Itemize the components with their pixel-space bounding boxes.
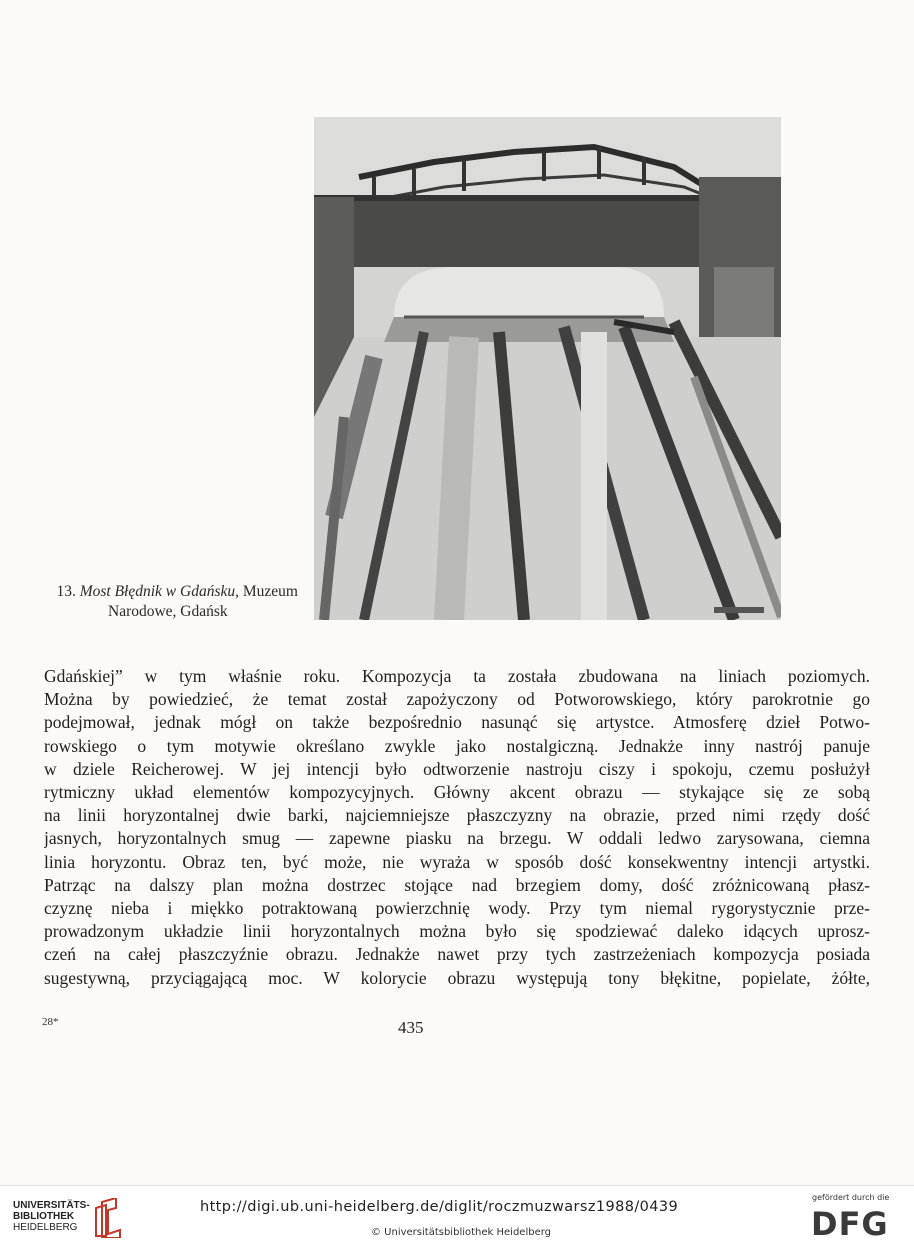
text-line: czeń na całej płaszczyźnie obrazu. Jednakże nawet przy tych zastrzeżeniach kompozycja posiada: [44, 944, 870, 965]
caption-museum: Muzeum: [242, 583, 298, 600]
dfg-logo[interactable]: DFG: [811, 1205, 889, 1243]
page-number: 435: [398, 1018, 424, 1037]
text-line: prowadzonym układzie linii horyzontalnych można było się spodziewać daleko idących uprosz-: [44, 921, 870, 942]
permalink-url[interactable]: http://digi.ub.uni-heidelberg.de/diglit/roczmuzwarsz1988/0439: [200, 1199, 679, 1215]
ub-line-1: UNIVERSITÄTS-: [13, 1200, 90, 1211]
library-footer: [0, 1185, 914, 1253]
text-line: na linii horyzontalnej dwie barki, najciemniejsze płaszczyzny na obrazie, przed nimi rzędy dość: [44, 805, 870, 826]
text-line: linia horyzontu. Obraz ten, być może, nie wyraża w sposób dość konsekwentny intencji artystki.: [44, 851, 870, 872]
body-paragraph: [44, 665, 870, 990]
copyright-notice: © Universitätsbibliothek Heidelberg: [371, 1227, 552, 1238]
figure-caption: [36, 582, 298, 622]
ub-line-2: BIBLIOTHEK: [13, 1211, 75, 1222]
text-line: czyznę nieba i miękko potraktowaną powierzchnię wody. Przy tym niemal rygorystycznie prze-: [44, 898, 870, 919]
caption-title: Most Błędnik w Gdańsku,: [79, 583, 240, 600]
text-line: Patrząc na dalszy plan można dostrzec stojące nad brzegiem domy, dość zróżnicowaną płasz-: [44, 874, 870, 895]
bridge-painting-image: [314, 117, 781, 620]
text-line: Można by powiedzieć, że temat został zapożyczony od Potworowskiego, który parokrotnie go: [44, 689, 870, 710]
text-line: podejmował, jednak mógł on także bezpośrednio nasunąć się artystce. Atmosferę dzieł Potwo-: [44, 712, 870, 733]
signature-mark: 28*: [42, 1016, 59, 1028]
text-line: jasnych, horyzontalnych smug — zapewne piasku na brzegu. W oddali ledwo zarysowana, ciemna: [44, 828, 870, 849]
text-line: rytmiczny układ elementów kompozycyjnych. Główny akcent obrazu — stykające się ze sobą: [44, 782, 870, 803]
text-line: w dziele Reicherowej. W jej intencji było odtworzenie nastroju ciszy i spokoju, czemu posłużył: [44, 758, 870, 779]
painting-reproduction: [314, 117, 781, 620]
ub-logo-icon[interactable]: [92, 1198, 126, 1243]
text-line: Gdańskiej” w tym właśnie roku. Kompozycja ta została zbudowana na liniach poziomych.: [44, 666, 870, 686]
caption-number: 13.: [56, 583, 76, 600]
caption-location: Narodowe, Gdańsk: [108, 603, 228, 620]
text-line: rowskiego o tym motywie określano zwykle jako nostalgiczną. Jednakże inny nastrój panuje: [44, 735, 870, 756]
funded-by-label: gefördert durch die: [812, 1193, 890, 1202]
text-line: sugestywną, przyciągającą moc. W kolorycie obrazu występują tony błękitne, popielate, żółte,: [44, 967, 870, 988]
ub-line-3: HEIDELBERG: [13, 1222, 78, 1233]
ub-heidelberg-name[interactable]: [13, 1200, 90, 1233]
